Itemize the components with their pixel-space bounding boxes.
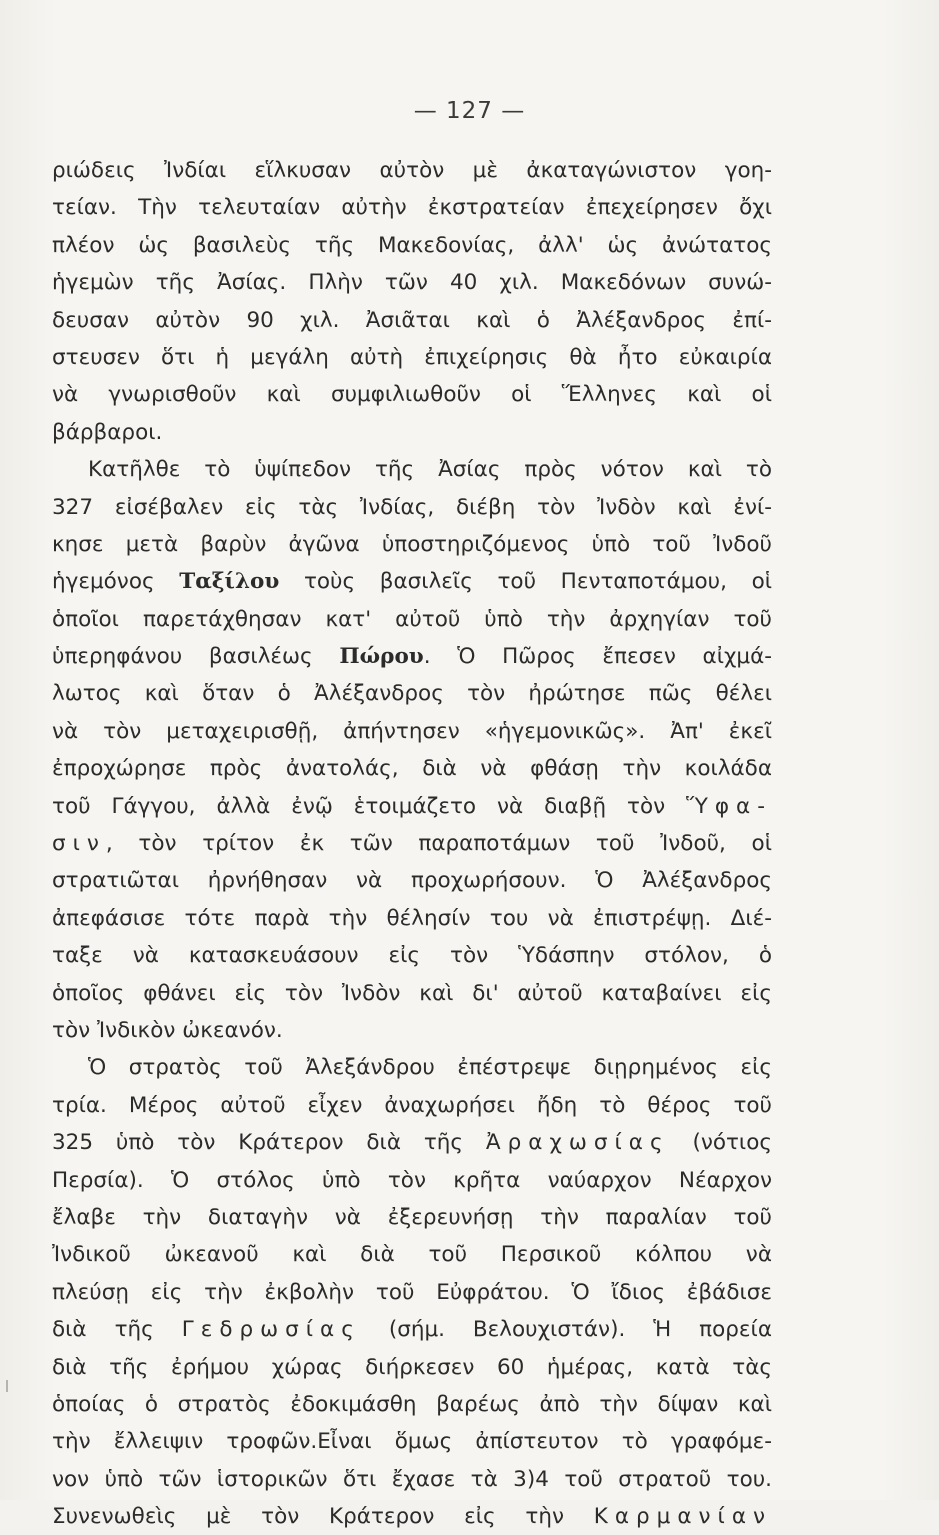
body-text bbox=[52, 152, 772, 1535]
text-line bbox=[52, 1124, 772, 1161]
emphasized-name: Ταξίλου bbox=[179, 569, 280, 595]
text-line: ὁποῖοι παρετάχθησαν κατ' αὐτοῦ ὑπὸ τὴν ἀρχηγίαν τοῦ bbox=[52, 606, 772, 632]
text-line: στρατιῶται ἠρνήθησαν νὰ προχωρήσουν. Ὁ Ἀλέξανδρος bbox=[52, 868, 772, 894]
text-line bbox=[52, 638, 772, 675]
text-run: ὑπερηφάνου βασιλέως bbox=[52, 644, 313, 670]
text-line: στευσεν ὅτι ἡ μεγάλη αὐτὴ ἐπιχείρησις θὰ ἦτο εὐκαιρία bbox=[52, 344, 772, 370]
text-run: (νότιος bbox=[692, 1130, 772, 1156]
text-line: ἐπροχώρησε πρὸς ἀνατολάς, διὰ νὰ φθάσῃ τὴν κοιλάδα bbox=[52, 756, 772, 782]
page-number: — 127 — bbox=[413, 98, 526, 124]
text-line: ριώδεις Ἰνδίαι εἵλκυσαν αὐτὸν μὲ ἀκαταγώνιστον γοη- bbox=[52, 158, 772, 183]
text-run: (σήμ. Βελουχιστάν). Ἡ πορεία bbox=[388, 1317, 772, 1343]
text-run: 325 ὑπὸ τὸν Κράτερον διὰ τῆς bbox=[52, 1130, 464, 1156]
text-line: πλεύσῃ εἰς τὴν ἐκβολὴν τοῦ Εὐφράτου. Ὁ ἴδιος ἐβάδισε bbox=[52, 1279, 772, 1305]
text-line: νὰ τὸν μεταχειρισθῇ, ἀπήντησεν «ἡγεμονικῶς». Ἀπ' ἐκεῖ bbox=[52, 718, 772, 744]
text-line: δευσαν αὐτὸν 90 χιλ. Ἀσιᾶται καὶ ὁ Ἀλέξανδρος ἐπί- bbox=[52, 307, 772, 333]
text-run: τοὺς βασιλεῖς τοῦ Πενταποτάμου, οἱ bbox=[303, 569, 772, 595]
text-line: τείαν. Τὴν τελευταίαν αὐτὴν ἐκστρατείαν ἐπεχείρησεν ὄχι bbox=[52, 195, 772, 221]
text-line: ἀπεφάσισε τότε παρὰ τὴν θέλησίν του νὰ ἐπιστρέψῃ. Διέ- bbox=[52, 905, 772, 931]
text-line: τὴν ἔλλειψιν τροφῶν.Εἶναι ὅμως ἀπίστευτον τὸ γραφόμε- bbox=[52, 1429, 772, 1455]
text-line bbox=[52, 563, 772, 600]
spaced-name: Γεδρωσίας bbox=[181, 1317, 361, 1343]
spaced-name: Ὕφα- bbox=[686, 793, 772, 819]
text-run: διὰ τῆς bbox=[52, 1317, 154, 1343]
text-line bbox=[52, 788, 772, 825]
text-line: τρία. Μέρος αὐτοῦ εἶχεν ἀναχωρήσει ἤδη τὸ θέρος τοῦ bbox=[52, 1092, 772, 1118]
text-run: Συνενωθεὶς μὲ τὸν Κράτερον εἰς τὴν bbox=[52, 1504, 564, 1530]
text-run: ἡγεμόνος bbox=[52, 569, 155, 595]
text-line: Ὁ στρατὸς τοῦ Ἀλεξάνδρου ἐπέστρεψε διῃρημένος εἰς bbox=[88, 1055, 772, 1081]
text-line: ἔλαβε τὴν διαταγὴν νὰ ἐξερευνήσῃ τὴν παραλίαν τοῦ bbox=[52, 1204, 772, 1230]
text-line bbox=[52, 1498, 772, 1535]
text-line: βάρβαροι. bbox=[52, 419, 163, 445]
text-line: ταξε νὰ κατασκευάσουν εἰς τὸν Ὑδάσπην στόλον, ὁ bbox=[52, 943, 772, 969]
text-line bbox=[52, 1311, 772, 1348]
spaced-name: σιν bbox=[52, 831, 106, 857]
text-line: Περσία). Ὁ στόλος ὑπὸ τὸν κρῆτα ναύαρχον Νέαρχον bbox=[52, 1167, 772, 1193]
text-line: Κατῆλθε τὸ ὑψίπεδον τῆς Ἀσίας πρὸς νότον καὶ τὸ bbox=[88, 457, 772, 483]
text-line: Ἰνδικοῦ ὠκεανοῦ καὶ διὰ τοῦ Περσικοῦ κόλπου νὰ bbox=[52, 1242, 772, 1268]
spaced-name: Καρμανίαν bbox=[593, 1504, 773, 1530]
text-line: νὰ γνωρισθοῦν καὶ συμφιλιωθοῦν οἱ Ἕλληνες καὶ οἱ bbox=[52, 382, 772, 408]
text-line bbox=[52, 825, 772, 862]
text-line: ὁποῖος φθάνει εἰς τὸν Ἰνδὸν καὶ δι' αὐτοῦ καταβαίνει εἰς bbox=[52, 980, 772, 1006]
text-run: . Ὁ Πῶρος ἔπεσεν αἰχμά- bbox=[423, 644, 773, 670]
text-line: διὰ τῆς ἐρήμου χώρας διήρκεσεν 60 ἡμέρας, κατὰ τὰς bbox=[52, 1354, 772, 1380]
emphasized-name: Πώρου bbox=[339, 644, 424, 670]
text-run: τοῦ Γάγγου, ἀλλὰ ἐνῷ ἑτοιμάζετο νὰ διαβῇ τὸν bbox=[52, 793, 666, 819]
text-line: νον ὑπὸ τῶν ἱστορικῶν ὅτι ἔχασε τὰ 3)4 τοῦ στρατοῦ του. bbox=[52, 1466, 772, 1492]
text-line: ἡγεμὼν τῆς Ἀσίας. Πλὴν τῶν 40 χιλ. Μακεδόνων συνώ- bbox=[52, 270, 772, 296]
spaced-name: Ἀραχωσίας bbox=[485, 1130, 670, 1156]
text-line: πλέον ὡς βασιλεὺς τῆς Μακεδονίας, ἀλλ' ὡς ἀνώτατος bbox=[52, 232, 772, 258]
margin-speck bbox=[6, 1380, 8, 1392]
text-line: 327 εἰσέβαλεν εἰς τὰς Ἰνδίας, διέβη τὸν Ἰνδὸν καὶ ἐνί- bbox=[52, 494, 772, 520]
text-line: λωτος καὶ ὅταν ὁ Ἀλέξανδρος τὸν ἠρώτησε πῶς θέλει bbox=[52, 681, 772, 707]
text-line: ὁποίας ὁ στρατὸς ἐδοκιμάσθη βαρέως ἀπὸ τὴν δίψαν καὶ bbox=[52, 1391, 772, 1417]
text-run: , τὸν τρίτον ἐκ τῶν παραποτάμων τοῦ Ἰνδοῦ, οἱ bbox=[105, 831, 772, 857]
text-line: κησε μετὰ βαρὺν ἀγῶνα ὑποστηριζόμενος ὑπὸ τοῦ Ἰνδοῦ bbox=[52, 531, 772, 557]
text-line: τὸν Ἰνδικὸν ὠκεανόν. bbox=[52, 1017, 283, 1043]
